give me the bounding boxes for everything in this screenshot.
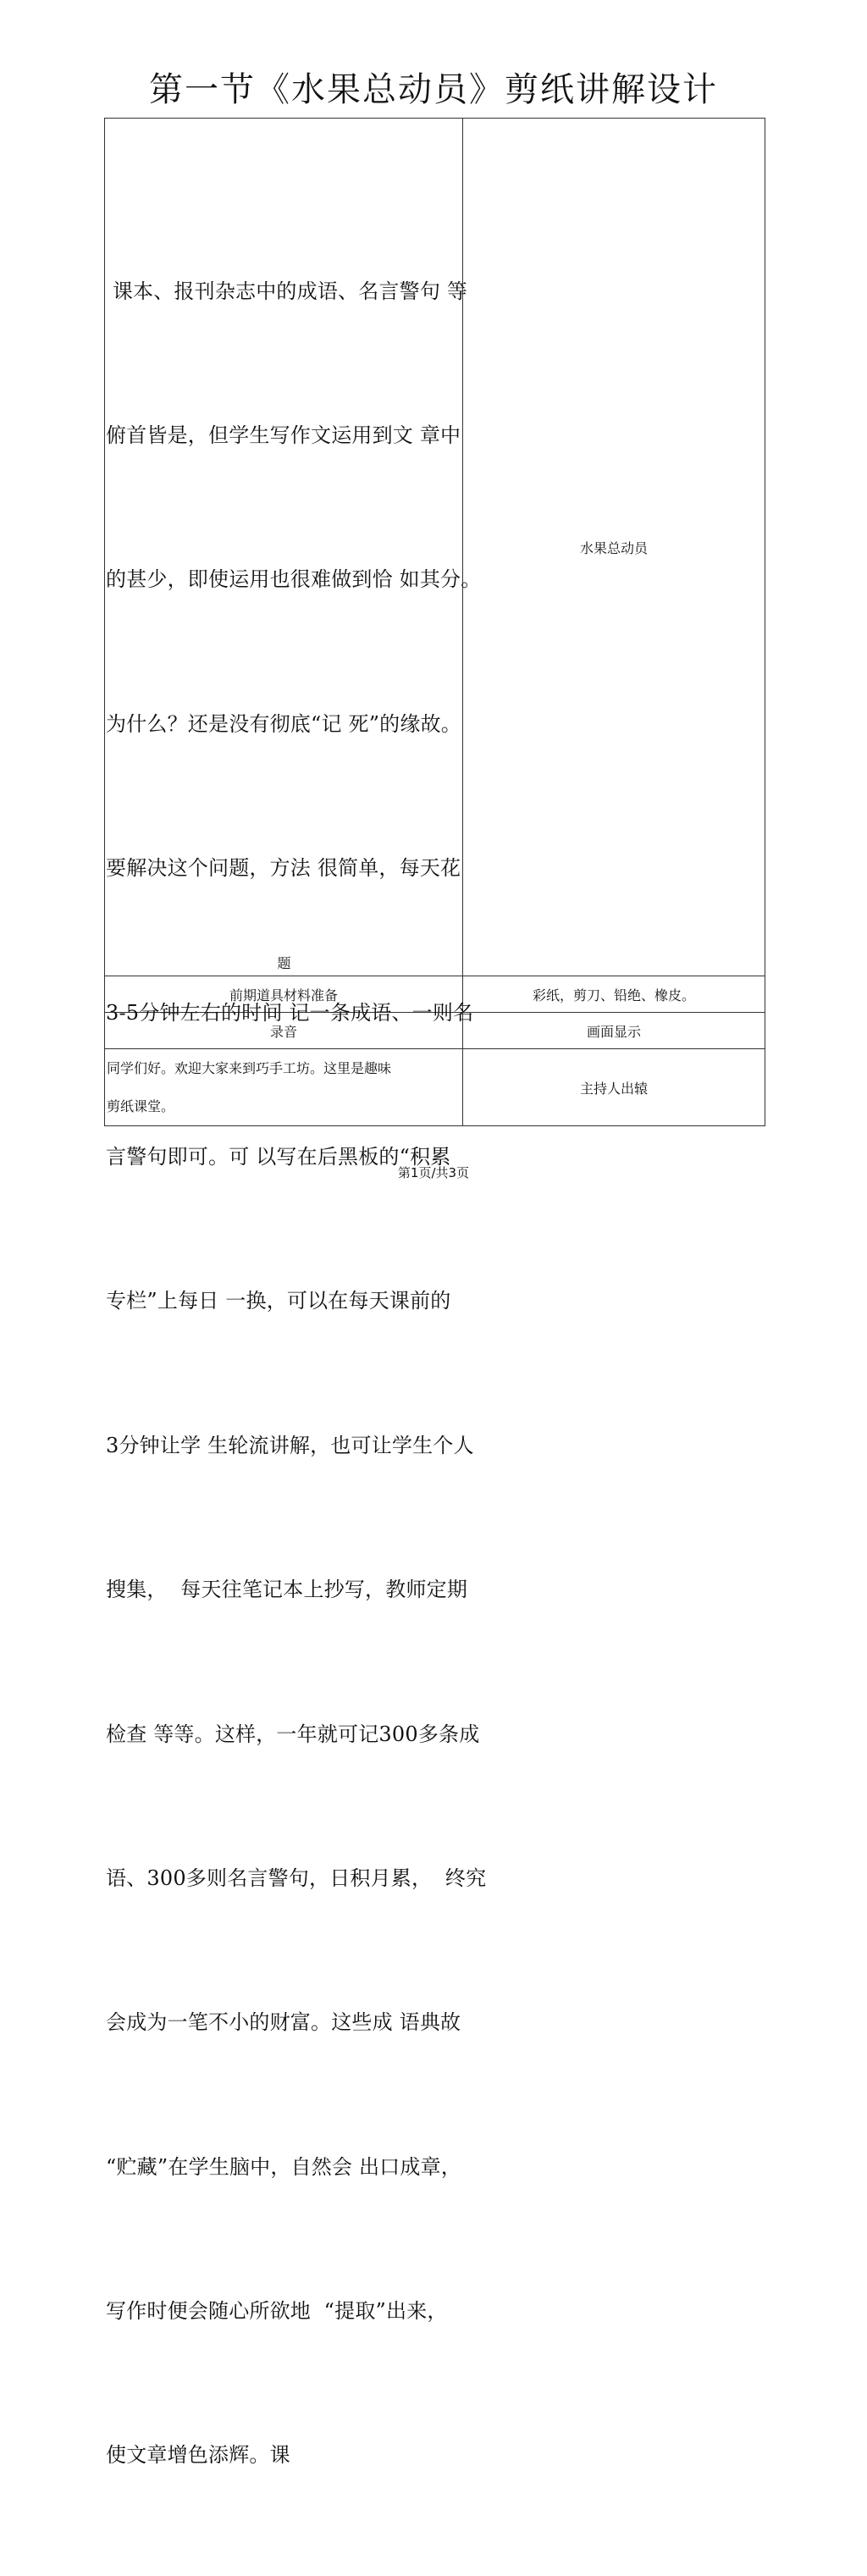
materials-value: 彩纸，剪刀、铅绝、橡皮。 bbox=[463, 976, 765, 1013]
paragraph-line: 检查 等等。这样，一年就可记300多条成 bbox=[106, 1722, 480, 1746]
paragraph-line: “贮藏”在学生脑中，自然会 出口成章， bbox=[106, 2154, 461, 2179]
topic-paragraph bbox=[106, 171, 487, 2576]
intro-line: 剪纸课堂。 bbox=[107, 1098, 175, 1114]
topic-label: 题 bbox=[277, 955, 291, 971]
topic-row bbox=[105, 119, 765, 976]
paragraph-line: 的甚少，即使运用也很难做到恰 如其分。 bbox=[106, 567, 482, 592]
paragraph-line: 3分钟让学 生轮流讲解，也可让学生个人 bbox=[106, 1433, 474, 1457]
paragraph-line: 课本、报刊杂志中的成语、名言警句 等 bbox=[106, 279, 468, 303]
paragraph-line: 搜集， 每天往笔记本上抄写，教师定期 bbox=[106, 1578, 468, 1602]
intro-screen-cell: 主持人出辕 bbox=[463, 1049, 765, 1126]
paragraph-line: 为什么？还是没有彻底“记 死”的缘故。 bbox=[106, 711, 461, 736]
paragraph-line: 言警句即可。可 以写在后黑板的“积累 bbox=[106, 1144, 451, 1169]
paragraph-line: 3-5分钟左右的时间 记一条成语、一则名 bbox=[106, 1000, 474, 1025]
paragraph-line: 写作时便会随心所欲地 “提取”出来， bbox=[106, 2299, 448, 2324]
page-title: 第一节《水果总动员》剪纸讲解设计 bbox=[149, 70, 718, 109]
paragraph-line: 使文章增色添辉。课 bbox=[106, 2443, 290, 2468]
paragraph-line: 俯首皆是，但学生写作文运用到文 章中 bbox=[106, 423, 461, 447]
topic-value-cell: 水果总动员 bbox=[463, 119, 765, 976]
materials-label: 前期道具材料准备 bbox=[105, 976, 463, 1013]
intro-line: 同学们好。欢迎大家来到巧手工坊。这里是趣味 bbox=[107, 1060, 392, 1076]
paragraph-line: 专栏”上每日 一换，可以在每天课前的 bbox=[106, 1289, 451, 1313]
page-footer: 第1页/共3页 bbox=[397, 1165, 470, 1180]
paragraph-line: 会成为一笔不小的财富。这些成 语典故 bbox=[106, 2010, 461, 2035]
paragraph-line: 语、300多则名言警句，日积月累， 终究 bbox=[106, 1866, 487, 1890]
paragraph-line: 要解决这个问题，方法 很简单，每天花 bbox=[106, 856, 461, 881]
column-header-screen: 画面显示 bbox=[463, 1013, 765, 1049]
column-header-audio: 录音 bbox=[105, 1013, 463, 1049]
